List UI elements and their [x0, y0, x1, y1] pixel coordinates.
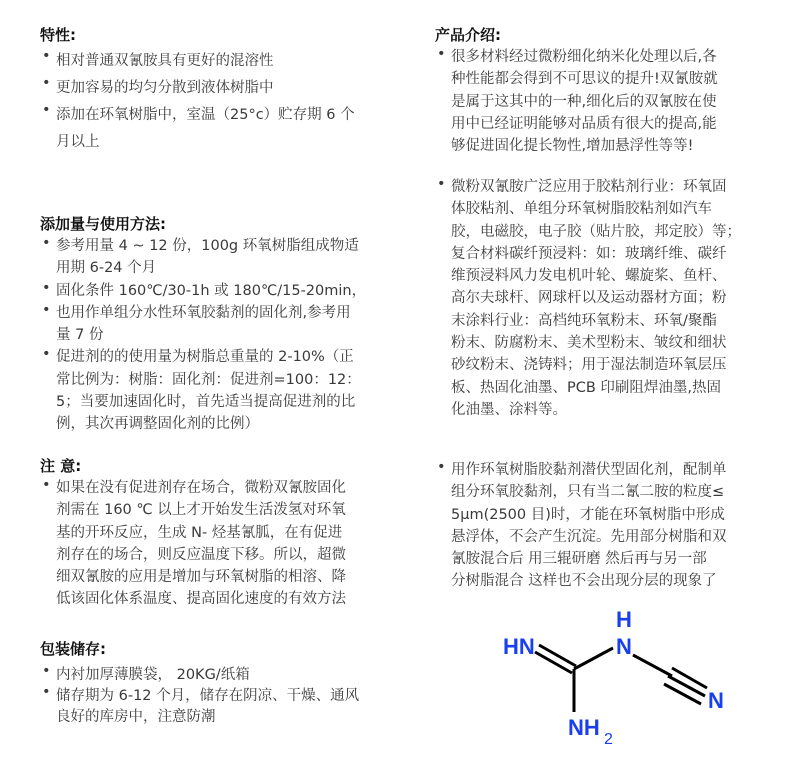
n-nitrile-label: N: [708, 688, 724, 713]
bullet-icon: •: [42, 48, 51, 64]
text-line: 末涂料行业：高档纯环氧粉末、环氧/聚酯: [451, 312, 717, 329]
text-line: 参考用量 4 ~ 12 份，100g 环氧树脂组成物适: [56, 238, 359, 254]
text-line: 添加在环氧树脂中，室温（25°c）贮存期 6 个: [56, 107, 355, 123]
text-line: 内衬加厚薄膜袋， 20KG/纸箱: [56, 667, 250, 683]
n-mid-label: N: [616, 634, 632, 659]
bullet-icon: •: [437, 46, 446, 62]
text-line: 细双氰胺的应用是增加与环氧树脂的相溶、降: [56, 569, 346, 586]
text-line: 月以上: [56, 134, 100, 150]
intro-title: 产品介绍:: [435, 26, 501, 44]
bullet-icon: •: [42, 102, 51, 118]
text-line: 微粉双氰胺广泛应用于胶粘剂行业：环氧固: [451, 179, 727, 195]
text-line: 粉末、防腐粉末、美术型粉末、皱纹和细状: [451, 335, 727, 352]
notes-title: 注 意:: [40, 457, 82, 475]
storage-title: 包装储存:: [40, 640, 106, 658]
text-line: 促进剂的的使用量为树脂总重量的 2-10%（正: [56, 349, 354, 366]
text-line: 是属于这其中的一种,细化后的双氰胺在使: [451, 93, 717, 110]
subscript-2: 2: [604, 731, 613, 748]
text-line: 5μm(2500 目)时，才能在环氧树脂中形成: [451, 506, 725, 523]
text-line: 化油墨、涂料等。: [451, 401, 567, 418]
text-line: 量 7 份: [56, 327, 104, 344]
bullet-icon: •: [42, 75, 51, 91]
text-line: 种性能都会得到不可思议的提升!双氰胺就: [451, 71, 718, 88]
text-line: 悬浮体，不会产生沉淀。先用部分树脂和双: [451, 528, 727, 545]
text-line: 如果在没有促进剂存在场合，微粉双氰胺固化: [56, 480, 346, 496]
text-line: 胶，电磁胶，电子胶（贴片胶，邦定胶）等；: [451, 223, 741, 240]
text-line: 储存期为 6-12 个月，储存在阴凉、干燥、通风: [56, 688, 360, 704]
bullet-icon: •: [42, 301, 51, 318]
imine-label: HN: [503, 634, 535, 659]
text-line: 基的开环反应，生成 N- 烃基氰胍，在有促进: [56, 524, 343, 541]
bullet-icon: •: [437, 176, 446, 192]
bullet-icon: •: [42, 279, 51, 296]
text-line: 氰胺混合后 用三辊研磨 然后再与另一部: [451, 551, 707, 568]
bullet-icon: •: [42, 477, 51, 493]
amine-label: NH: [568, 715, 600, 740]
usage-title: 添加量与使用方法:: [40, 215, 166, 233]
text-line: 也用作单组分水性环氧胶黏剂的固化剂,参考用: [56, 304, 351, 321]
text-line: 良好的库房中，注意防潮: [56, 709, 216, 725]
text-line: 复合材料碳纤预浸料：如：玻璃纤维、碳纤: [451, 245, 727, 262]
triple-bond-1: [672, 668, 707, 688]
text-line: 很多材料经过微粉细化纳米化处理以后,各: [451, 49, 717, 65]
text-line: 低该固化体系温度、提高固化速度的有效方法: [56, 591, 346, 608]
text-line: 维预浸料风力发电机叶轮、螺旋桨、鱼杆、: [451, 268, 727, 285]
bullet-icon: •: [42, 235, 51, 251]
text-line: 用作环氧树脂胶黏剂潜伏型固化剂，配制单: [451, 462, 727, 478]
text-line: 5；当要加速固化时，首先适当提高促进剂的比: [56, 394, 356, 411]
text-line: 体胶粘剂、单组分环氧树脂胶粘剂如汽车: [451, 201, 712, 218]
triple-bond-2: [668, 676, 705, 696]
double-bond-1: [539, 645, 576, 666]
triple-bond-3: [664, 684, 701, 704]
text-line: 常比例为：树脂：固化剂：促进剂=100：12：: [56, 371, 361, 388]
bullet-icon: •: [42, 684, 51, 700]
h-label: H: [616, 607, 632, 632]
text-line: 例，其次再调整固化剂的比例）: [56, 416, 259, 433]
text-line: 够促进固化提长物性,增加悬浮性等等!: [451, 138, 694, 155]
text-line: 用期 6-24 个月: [56, 260, 157, 277]
single-bond-n-c: [633, 655, 672, 676]
text-line: 更加容易的均匀分散到液体树脂中: [56, 80, 274, 96]
single-bond-c-n: [574, 648, 613, 669]
text-line: 剂需在 160 ℃ 以上才开始发生活泼氢对环氧: [56, 502, 346, 519]
text-line: 相对普通双氰胺具有更好的混溶性: [56, 53, 274, 69]
text-line: 剂存在的场合，则反应温度下移。所以，超微: [56, 546, 346, 563]
features-title: 特性:: [40, 26, 76, 44]
bullet-icon: •: [42, 663, 51, 679]
bullet-icon: •: [437, 459, 446, 475]
text-line: 高尔夫球杆、网球杆以及运动器材方面；粉: [451, 290, 727, 307]
text-line: 砂纹粉末、浇铸料；用于湿法制造环氧层压: [451, 357, 727, 374]
bullet-icon: •: [42, 346, 51, 363]
text-line: 分树脂混合 这样也不会出现分层的现象了: [451, 573, 717, 590]
text-line: 板、热固化油墨、PCB 印刷阻焊油墨,热固: [451, 379, 722, 396]
double-bond-2: [535, 652, 572, 673]
text-line: 用中已经证明能够对品质有很大的提高,能: [451, 115, 717, 132]
text-line: 固化条件 160℃/30-1h 或 180℃/15-20min，: [56, 282, 367, 299]
text-line: 组分环氧胶黏剂，只有当二氰二胺的粒度≤: [451, 484, 725, 501]
